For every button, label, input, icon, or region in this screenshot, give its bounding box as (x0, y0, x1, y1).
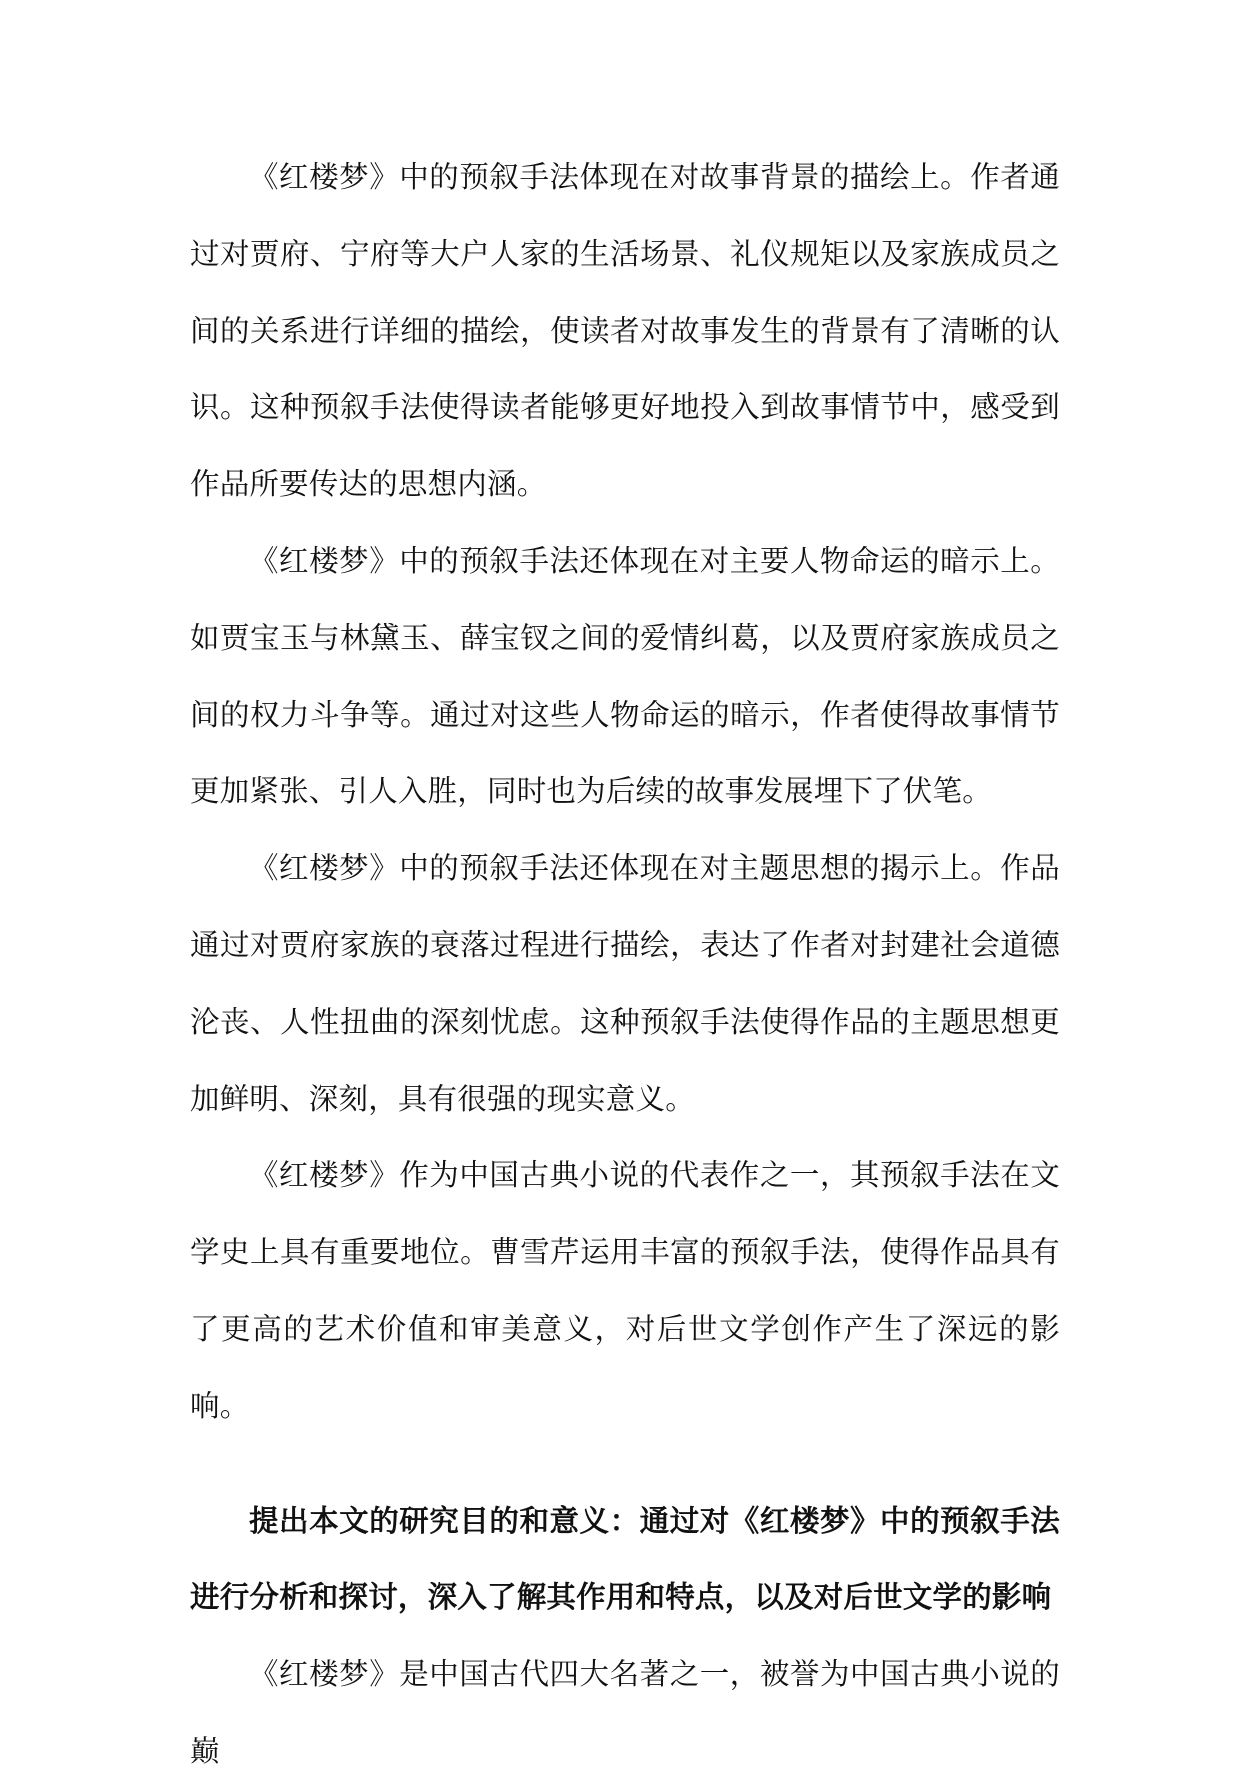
paragraph-literary-status: 《红楼梦》作为中国古典小说的代表作之一，其预叙手法在文学史上具有重要地位。曹雪芹运用丰富的预叙手法，使得作品具有了更高的艺术价值和审美意义，对后世文学创作产生了深远的影响。 (190, 1158, 1060, 1423)
paragraph-story-background: 《红楼梦》中的预叙手法体现在对故事背景的描绘上。作者通过对贾府、宁府等大户人家的生活场景、礼仪规矩以及家族成员之间的关系进行详细的描绘，使读者对故事发生的背景有了清晰的认识。这种预叙手法使得读者能够更好地投入到故事情节中，感受到作品所要传达的思想内涵。 (190, 160, 1060, 502)
document-body (190, 139, 1060, 1790)
section-heading-research-purpose: 提出本文的研究目的和意义：通过对《红楼梦》中的预叙手法进行分析和探讨，深入了解其作用和特点，以及对后世文学的影响 (190, 1502, 1060, 1615)
paragraph-four-classics: 《红楼梦》是中国古代四大名著之一，被誉为中国古典小说的巅 (190, 1657, 1060, 1768)
paragraph-character-fate: 《红楼梦》中的预叙手法还体现在对主要人物命运的暗示上。如贾宝玉与林黛玉、薛宝钗之间的爱情纠葛，以及贾府家族成员之间的权力斗争等。通过对这些人物命运的暗示，作者使得故事情节更加紧张、引人入胜，同时也为后续的故事发展埋下了伏笔。 (190, 543, 1060, 809)
paragraph-theme: 《红楼梦》中的预叙手法还体现在对主题思想的揭示上。作品通过对贾府家族的衰落过程进行描绘，表达了作者对封建社会道德沦丧、人性扭曲的深刻忧虑。这种预叙手法使得作品的主题思想更加鲜明、深刻，具有很强的现实意义。 (190, 851, 1060, 1116)
